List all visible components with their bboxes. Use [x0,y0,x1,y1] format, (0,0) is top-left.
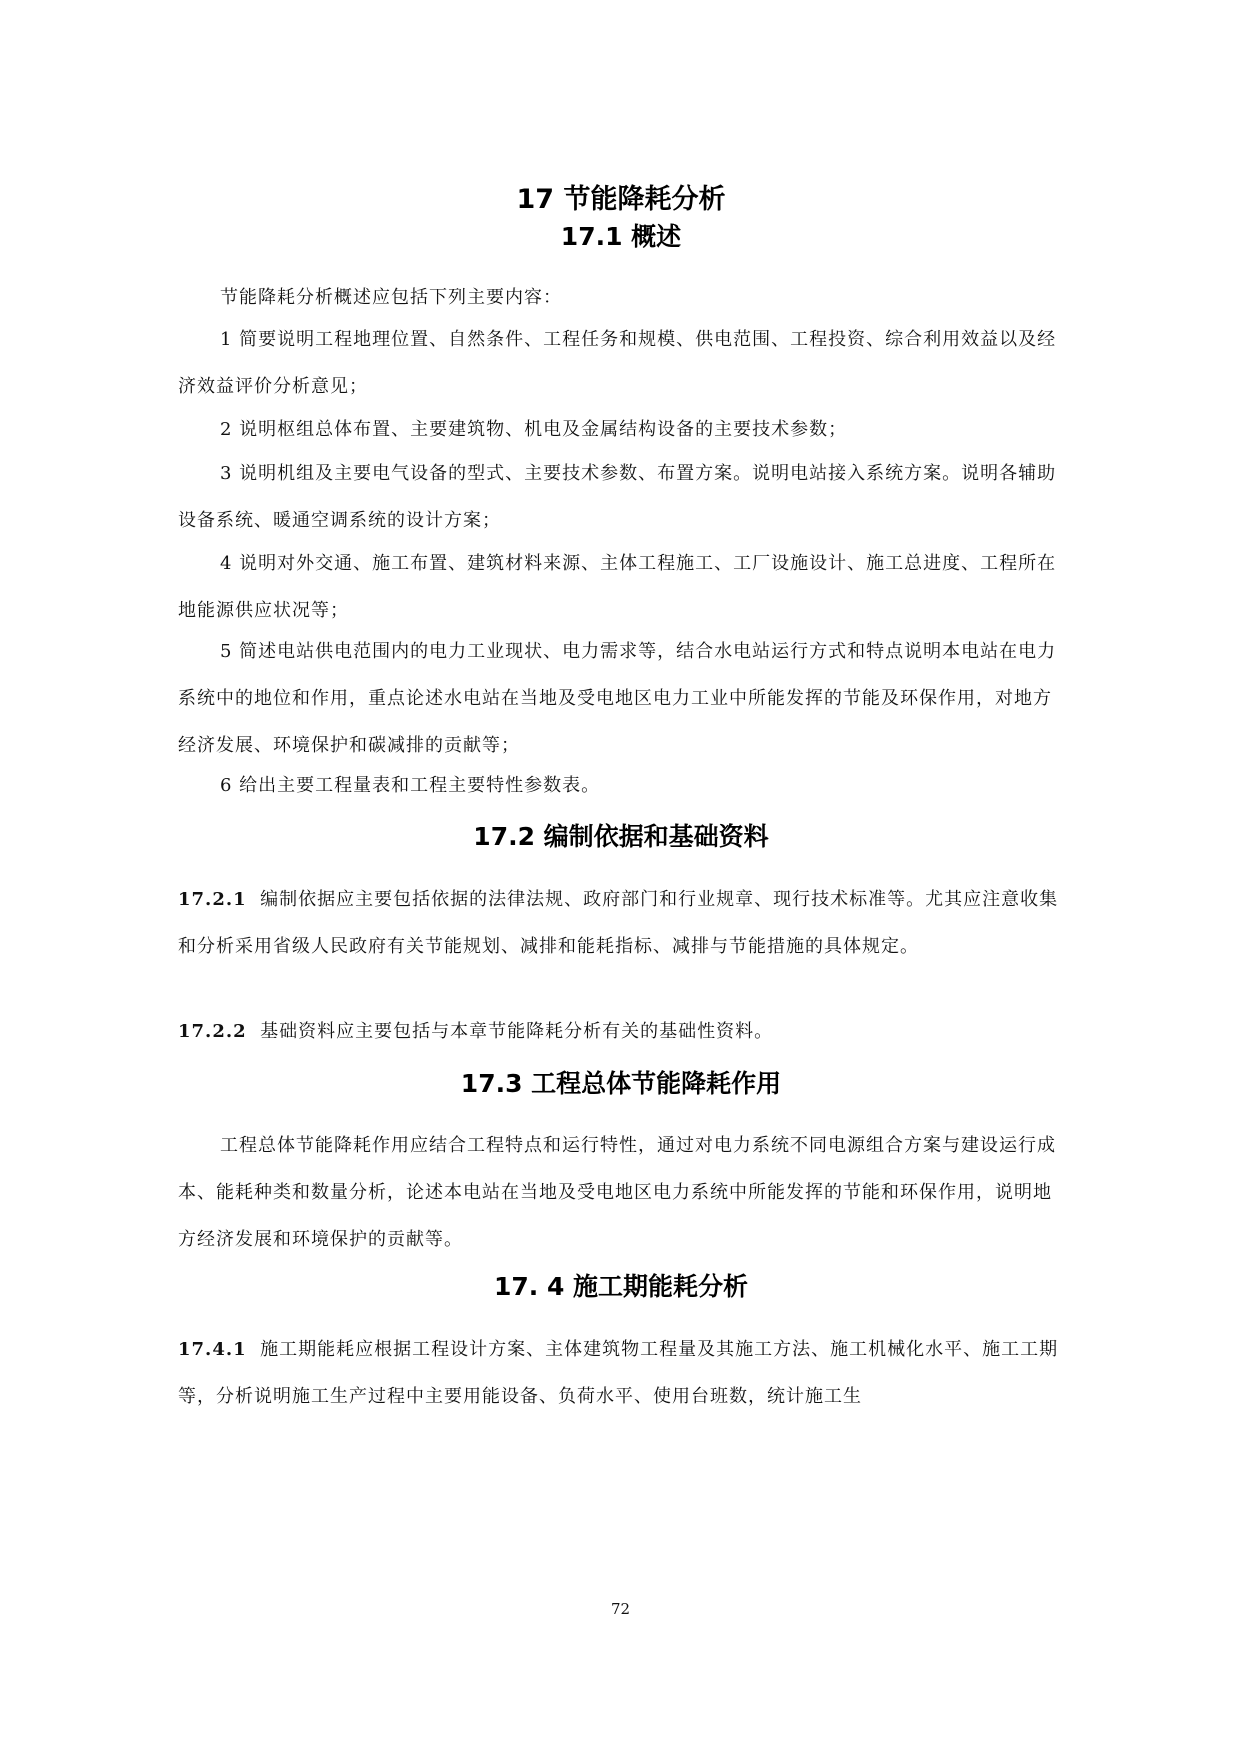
list-item-6: 6 给出主要工程量表和工程主要特性参数表。 [220,775,601,796]
page-number: 72 [610,1600,631,1618]
clause-17-2-1 [178,876,1064,970]
chapter-title: 17 节能降耗分析 [516,184,726,215]
clause-text: 施工期能耗应根据工程设计方案、主体建筑物工程量及其施工方法、施工机械化水平、施工工期等，分析说明施工生产过程中主要用能设备、负荷水平、使用台班数，统计施工生 [178,1339,1059,1407]
section-heading-17-2: 17.2 编制依据和基础资料 [473,822,769,851]
clause-number: 17.4.1 [178,1339,247,1360]
list-item-1: 1 简要说明工程地理位置、自然条件、工程任务和规模、供电范围、工程投资、综合利用效益以及经济效益评价分析意见； [178,329,1057,397]
clause-number: 17.2.1 [178,889,247,910]
list-item-4: 4 说明对外交通、施工布置、建筑材料来源、主体工程施工、工厂设施设计、施工总进度、工程所在地能源供应状况等； [178,553,1057,621]
list-item-3: 3 说明机组及主要电气设备的型式、主要技术参数、布置方案。说明电站接入系统方案。说明各辅助设备系统、暖通空调系统的设计方案； [178,463,1057,531]
clause-number: 17.2.2 [178,1021,247,1042]
section-heading-17-3: 17.3 工程总体节能降耗作用 [460,1069,782,1098]
section-heading-17-1: 17.1 概述 [560,222,682,251]
paragraph-intro: 节能降耗分析概述应包括下列主要内容： [220,287,562,308]
clause-text: 编制依据应主要包括依据的法律法规、政府部门和行业规章、现行技术标准等。尤其应注意收集和分析采用省级人民政府有关节能规划、减排和能耗指标、减排与节能措施的具体规定。 [178,889,1059,957]
clause-text: 基础资料应主要包括与本章节能降耗分析有关的基础性资料。 [260,1021,774,1042]
clause-17-2-2 [178,1008,1064,1055]
list-item-5: 5 简述电站供电范围内的电力工业现状、电力需求等，结合水电站运行方式和特点说明本电站在电力系统中的地位和作用，重点论述水电站在当地及受电地区电力工业中所能发挥的节能及环保作用，对地方经济发展、环境保护和碳减排的贡献等； [178,641,1057,756]
list-item-2: 2 说明枢组总体布置、主要建筑物、机电及金属结构设备的主要技术参数； [220,419,848,440]
paragraph-17-3: 工程总体节能降耗作用应结合工程特点和运行特性，通过对电力系统不同电源组合方案与建设运行成本、能耗种类和数量分析，论述本电站在当地及受电地区电力系统中所能发挥的节能和环保作用，说明地方经济发展和环境保护的贡献等。 [178,1135,1056,1250]
clause-17-4-1 [178,1326,1064,1420]
section-heading-17-4: 17. 4 施工期能耗分析 [493,1272,749,1301]
